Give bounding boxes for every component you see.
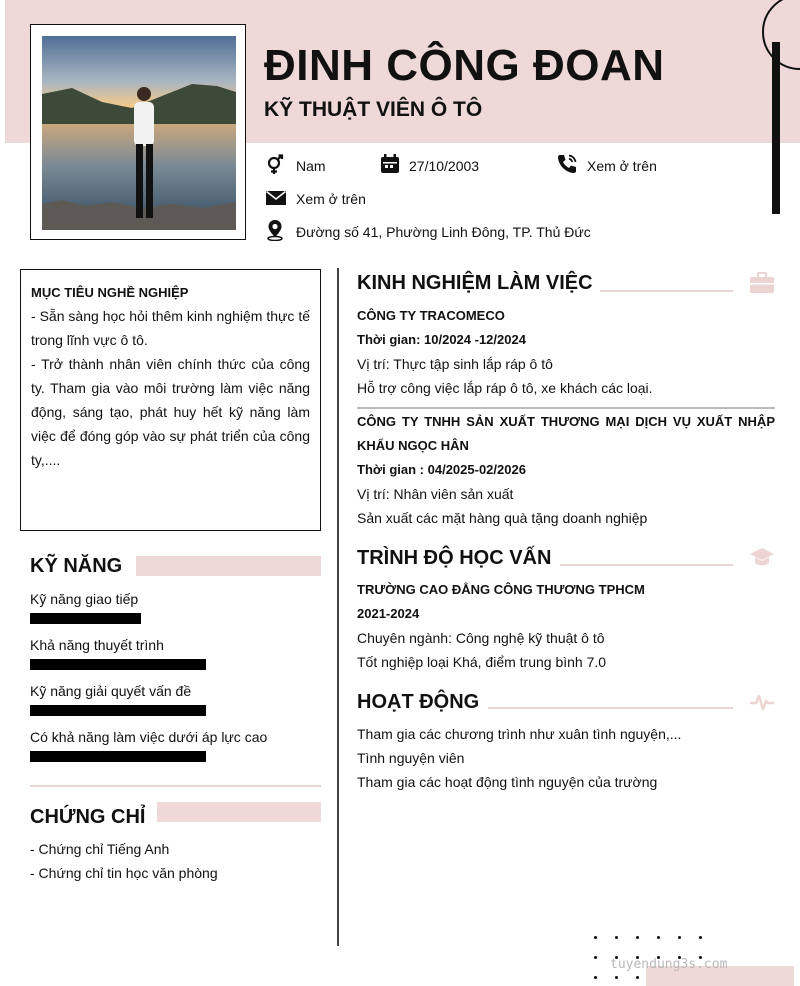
job-description: Hỗ trợ công việc lắp ráp ô tô, xe khách các loại. <box>357 380 653 396</box>
decor-dot <box>657 936 660 939</box>
education-title: TRÌNH ĐỘ HỌC VẤN <box>357 547 552 569</box>
briefcase-icon <box>749 271 775 300</box>
decor-dot <box>594 976 597 979</box>
birthdate-value: 27/10/2003 <box>409 158 480 174</box>
education-result: Tốt nghiệp loại Khá, điểm trung bình 7.0 <box>357 654 607 670</box>
certificate-item: - Chứng chỉ Tiếng Anh <box>30 841 170 857</box>
skills-title: KỸ NĂNG <box>30 555 123 577</box>
skill-level-bar <box>30 705 206 716</box>
activity-item: Tình nguyện viên <box>357 750 465 766</box>
gender-value: Nam <box>296 158 326 174</box>
address-value: Đường số 41, Phường Linh Đông, TP. Thủ Đức <box>296 224 591 240</box>
decor-dot <box>636 936 639 939</box>
vertical-bar-decoration <box>772 42 780 214</box>
job-description: Sản xuất các mặt hàng quà tặng doanh nghiệp <box>357 510 648 526</box>
column-divider <box>337 268 339 946</box>
decor-dot <box>615 976 618 979</box>
location-icon <box>264 219 286 241</box>
decor-dot <box>636 976 639 979</box>
graduation-cap-icon <box>749 546 775 573</box>
education-major: Chuyên ngành: Công nghệ kỹ thuật ô tô <box>357 630 605 646</box>
activities-title: HOẠT ĐỘNG <box>357 691 480 713</box>
education-title-line <box>560 564 733 566</box>
skill-label: Có khả năng làm việc dưới áp lực cao <box>30 729 268 745</box>
job-company: CÔNG TY TNHH SẢN XUẤT THƯƠNG MẠI DỊCH VỤ XUẤT NHẬP KHẨU NGỌC HÂN <box>357 414 775 453</box>
objective-text-2: - Trở thành nhân viên chính thức của công ty. Tham gia vào môi trường làm việc năng động, sáng tạo, phát huy hết kỹ năng làm việc để đóng góp vào sự phát triển của công ty,.... <box>31 356 310 468</box>
decor-dot <box>678 936 681 939</box>
job-position: Vị trí: Nhân viên sản xuất <box>357 486 514 502</box>
gender-icon <box>264 154 286 176</box>
job-position: Vị trí: Thực tập sinh lắp ráp ô tô <box>357 356 553 372</box>
skill-label: Khả năng thuyết trình <box>30 637 164 653</box>
job-time: Thời gian : 04/2025-02/2026 <box>357 462 526 477</box>
candidate-name: ĐINH CÔNG ĐOAN <box>264 41 665 90</box>
certificate-item: - Chứng chỉ tin học văn phòng <box>30 865 218 881</box>
skill-label: Kỹ năng giao tiếp <box>30 591 139 607</box>
experience-title: KINH NGHIỆM LÀM VIỆC <box>357 272 593 294</box>
job-separator <box>357 407 775 409</box>
objective-title: MỤC TIÊU NGHỀ NGHIỆP <box>31 285 189 300</box>
skills-title-bar <box>136 556 321 576</box>
skill-level-bar <box>30 751 206 762</box>
phone-value: Xem ở trên <box>587 158 657 174</box>
email-icon <box>265 187 287 209</box>
certificates-title: CHỨNG CHỈ <box>30 806 146 828</box>
education-school: TRƯỜNG CAO ĐẲNG CÔNG THƯƠNG TPHCM <box>357 582 645 597</box>
watermark: tuyendung3s.com <box>610 957 728 972</box>
skill-label: Kỹ năng giải quyết vấn đề <box>30 683 192 699</box>
phone-icon <box>556 153 578 175</box>
candidate-title: KỸ THUẬT VIÊN Ô TÔ <box>264 98 483 121</box>
job-company: CÔNG TY TRACOMECO <box>357 308 505 323</box>
experience-title-line <box>600 290 733 292</box>
calendar-icon <box>379 153 401 175</box>
certificates-title-bar <box>157 802 321 822</box>
career-objective-box <box>20 269 321 531</box>
skill-level-bar <box>30 659 206 670</box>
activity-item: Tham gia các hoạt động tình nguyện của trường <box>357 774 658 790</box>
profile-photo <box>42 36 236 230</box>
decor-dot <box>615 936 618 939</box>
job-time: Thời gian: 10/2024 -12/2024 <box>357 332 526 347</box>
decor-dot <box>594 956 597 959</box>
skill-level-bar <box>30 613 141 624</box>
decor-dot <box>594 936 597 939</box>
heartbeat-icon <box>749 692 775 717</box>
decor-dot <box>699 936 702 939</box>
education-years: 2021-2024 <box>357 606 420 621</box>
activity-item: Tham gia các chương trình như xuân tình nguyện,... <box>357 726 682 742</box>
activities-title-line <box>488 707 733 709</box>
objective-text-1: - Sẵn sàng học hỏi thêm kinh nghiệm thực tế trong lĩnh vực ô tô. <box>31 308 310 348</box>
email-value: Xem ở trên <box>296 191 366 207</box>
skills-divider <box>30 785 321 787</box>
